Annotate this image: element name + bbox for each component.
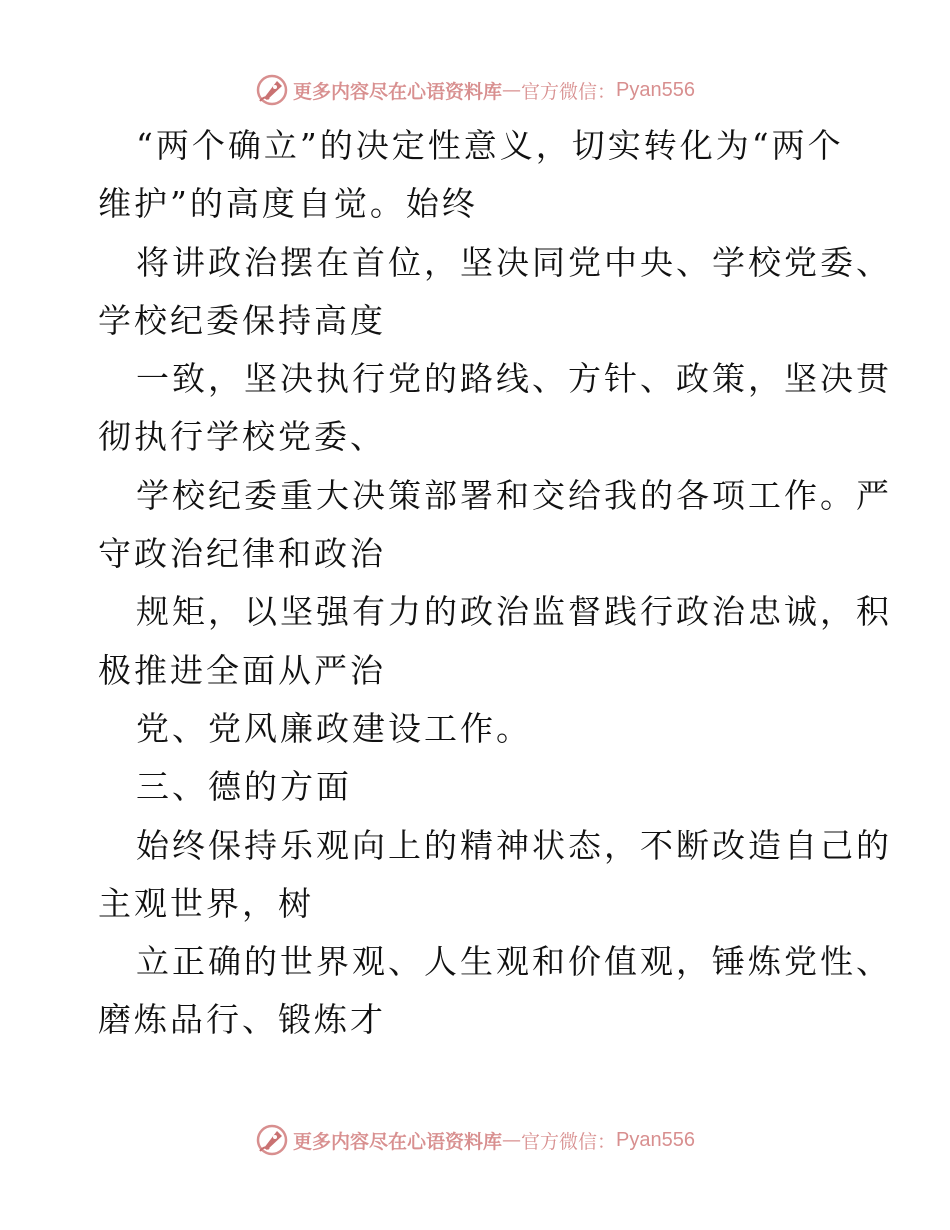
pen-nib-logo-icon [255,73,289,107]
header-separator: — [502,79,522,101]
body-line-1: “两个确立”的决定性意义，切实转化为“两个 [136,126,844,165]
body-line-11: 党、党风廉政建设工作。 [136,708,532,748]
body-line-15: 立正确的世界观、人生观和价值观，锤炼党性、 [136,942,892,982]
document-body [98,117,892,1050]
header-wechat-label: 官方微信： [521,80,617,103]
body-line-4: 学校纪委保持高度 [98,300,386,340]
body-line-6: 彻执行学校党委、 [98,417,386,457]
header-wechat-id: Pyan556 [616,78,695,101]
body-line-14: 主观世界，树 [98,883,314,923]
body-line-5: 一致，坚决执行党的路线、方针、政策，坚决贯 [136,359,892,399]
section-heading: 三、德的方面 [136,767,352,807]
body-line-7: 学校纪委重大决策部署和交给我的各项工作。严 [136,475,892,515]
body-line-10: 极推进全面从严治 [98,650,386,690]
body-line-9: 规矩，以坚强有力的政治监督践行政治忠诚，积 [136,592,892,632]
pen-nib-logo-icon [255,1123,289,1157]
body-line-8: 守政治纪律和政治 [98,534,386,574]
header-site-text: 更多内容尽在心语资料库 [293,80,503,103]
footer-separator: — [502,1129,522,1151]
header-banner [0,70,950,110]
body-line-16: 磨炼品行、锻炼才 [98,1000,386,1040]
body-line-2: 维护”的高度自觉。始终 [98,184,478,224]
footer-banner [0,1120,950,1160]
body-line-3: 将讲政治摆在首位，坚决同党中央、学校党委、 [136,242,892,282]
footer-site-text: 更多内容尽在心语资料库 [293,1130,503,1153]
body-line-13: 始终保持乐观向上的精神状态，不断改造自己的 [136,825,892,865]
footer-wechat-label: 官方微信： [521,1130,617,1153]
footer-wechat-id: Pyan556 [616,1128,695,1151]
